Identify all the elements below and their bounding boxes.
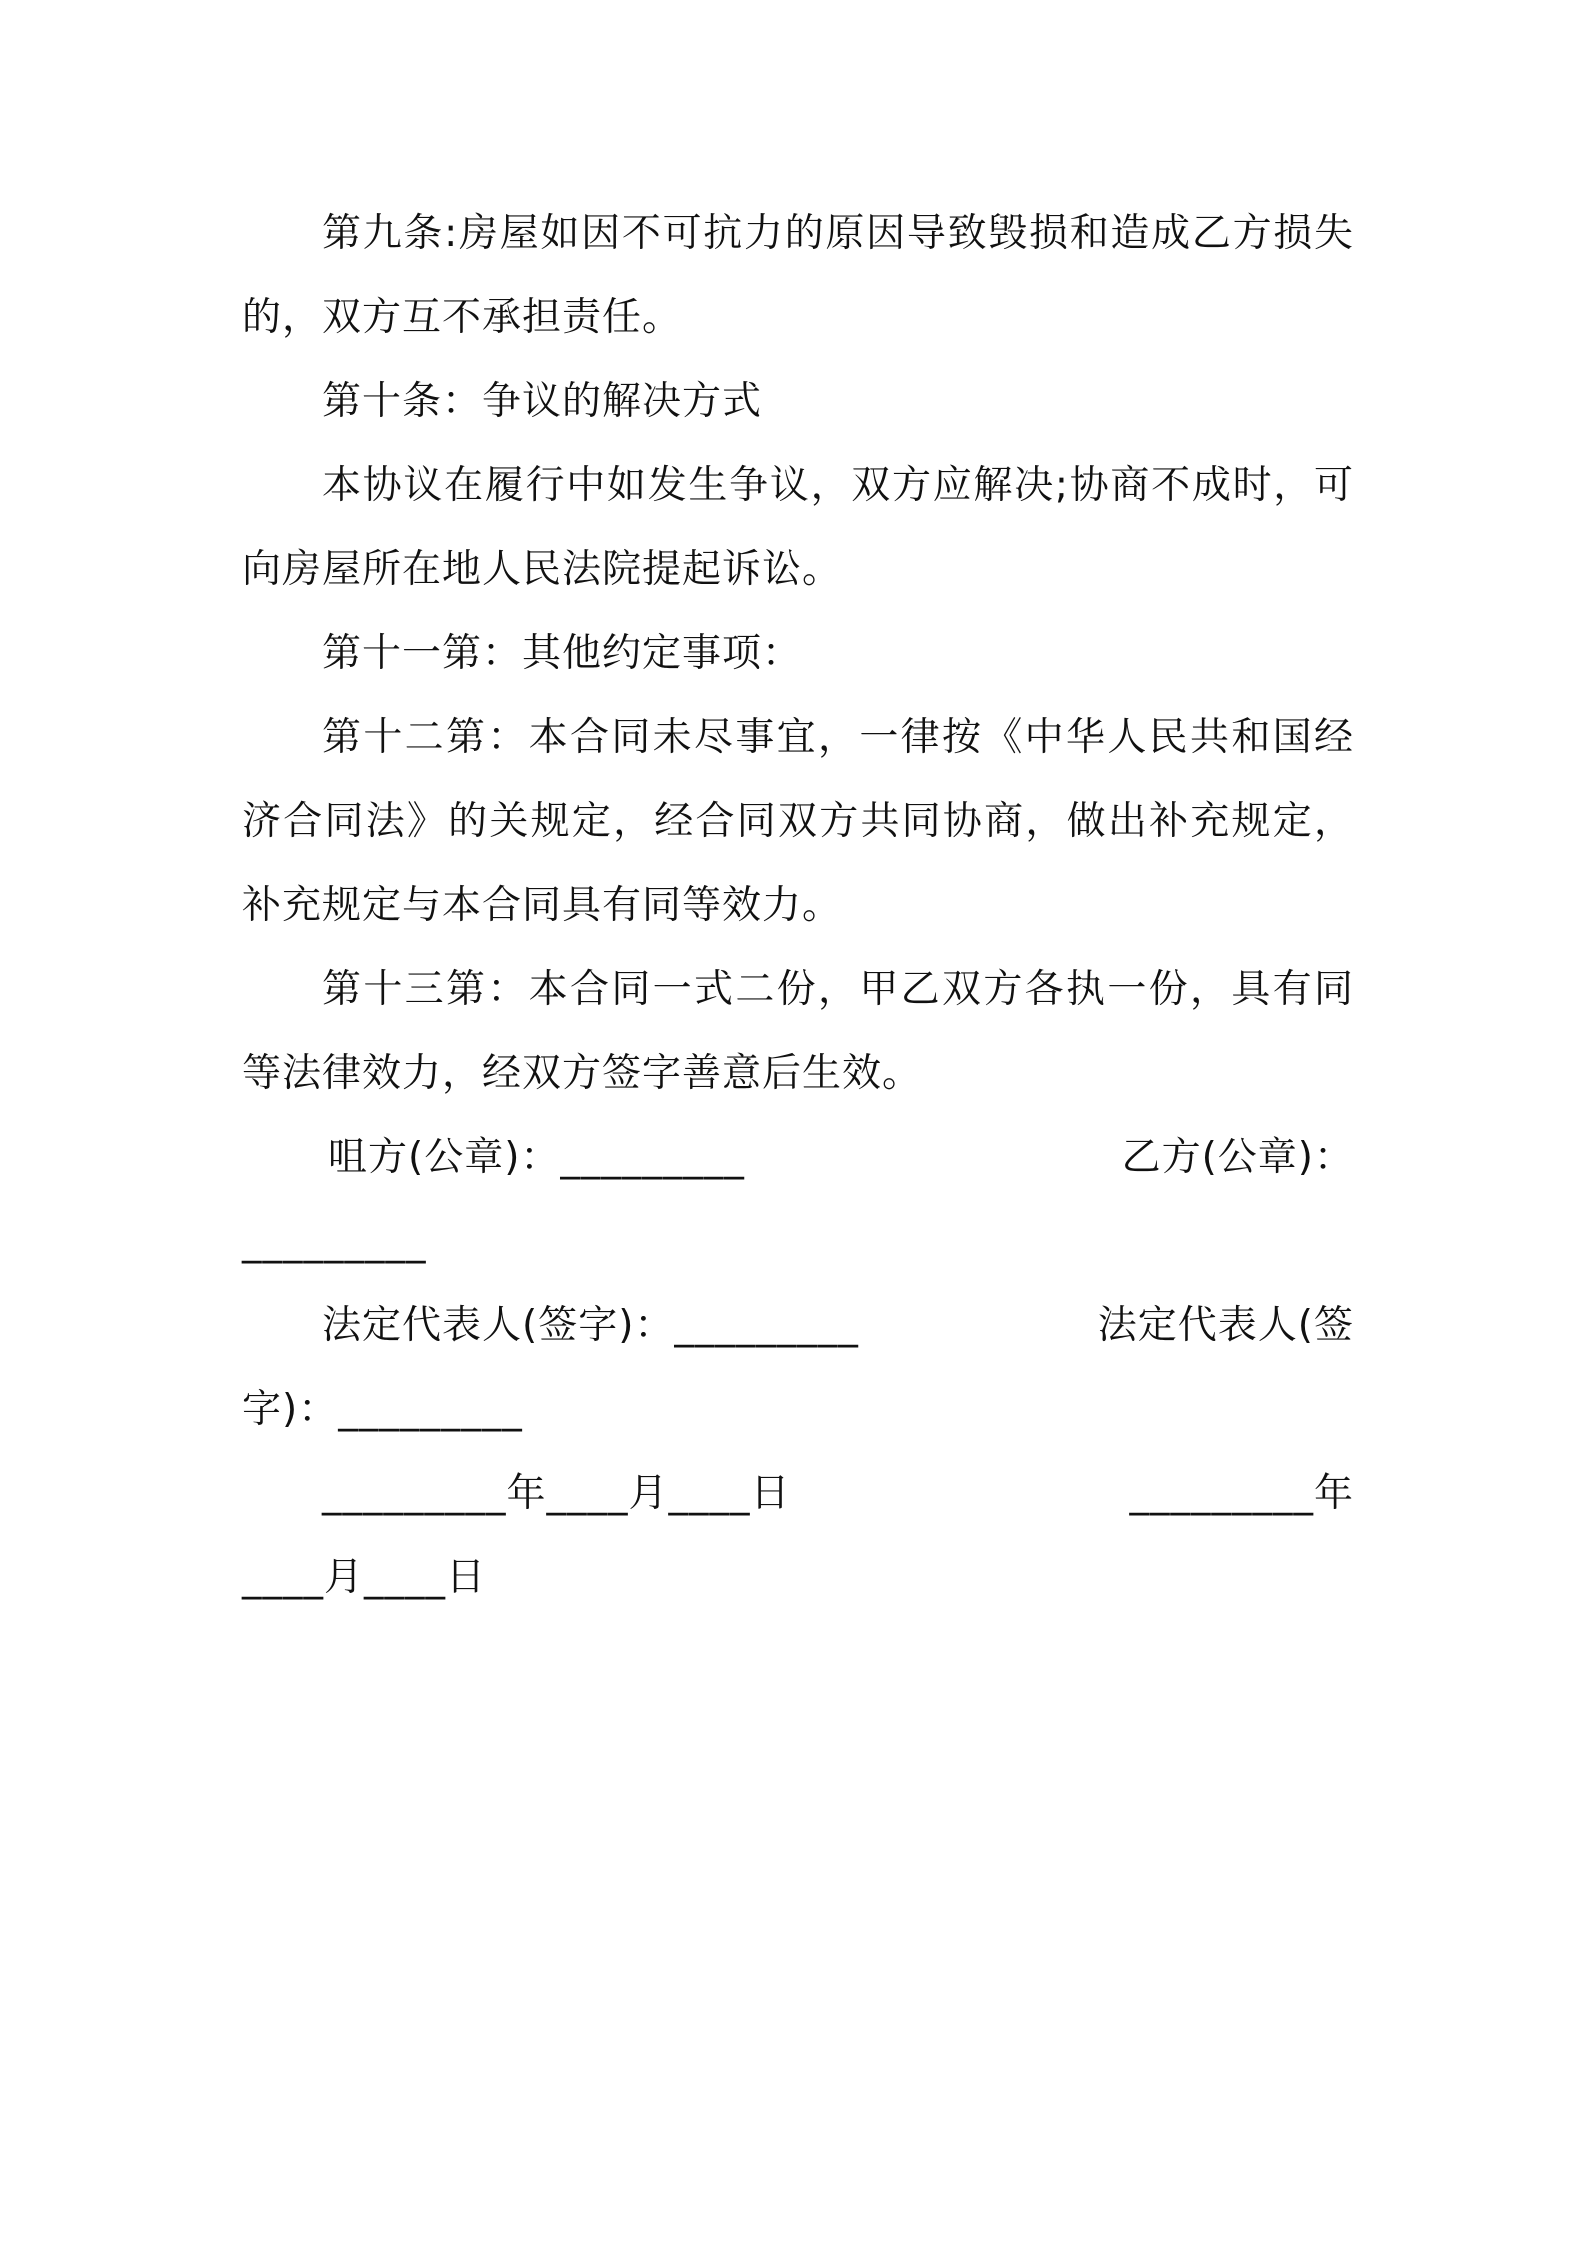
party-a-seal: 咀方(公章)：_________ [328, 1135, 745, 1180]
party-b-representative-continued: 字)：_________ [242, 1387, 523, 1432]
article-10-heading: 第十条：争议的解决方式 [322, 379, 763, 424]
party-b-representative: 法定代表人(签 [1097, 1303, 1354, 1348]
article-9: 第九条:房屋如因不可抗力的原因导致毁损和造成乙方损失的，双方互不承担责任。 [242, 211, 1354, 340]
seal-row [242, 1116, 1354, 1200]
party-b-seal: 乙方(公章)： [1121, 1135, 1354, 1180]
article-13: 第十三第：本合同一式二份，甲乙双方各执一份，具有同等法律效力，经双方签字善意后生效。 [242, 967, 1354, 1096]
party-a-representative: 法定代表人(签字)：_________ [322, 1303, 859, 1348]
representative-row [242, 1284, 1354, 1368]
party-a-date: _________年____月____日 [322, 1471, 791, 1516]
article-12: 第十二第：本合同未尽事宜，一律按《中华人民共和国经济合同法》的关规定，经合同双方共同协商，做出补充规定，补充规定与本合同具有同等效力。 [242, 715, 1354, 928]
article-10-body: 本协议在履行中如发生争议，双方应解决;协商不成时，可向房屋所在地人民法院提起诉讼。 [242, 463, 1354, 592]
party-b-seal-blank: _________ [242, 1219, 427, 1264]
article-11: 第十一第：其他约定事项： [322, 631, 803, 676]
party-b-date-continued: ____月____日 [242, 1555, 487, 1600]
date-row [242, 1452, 1354, 1536]
party-b-date: _________年 [1129, 1471, 1354, 1516]
document-body [242, 192, 1354, 1620]
